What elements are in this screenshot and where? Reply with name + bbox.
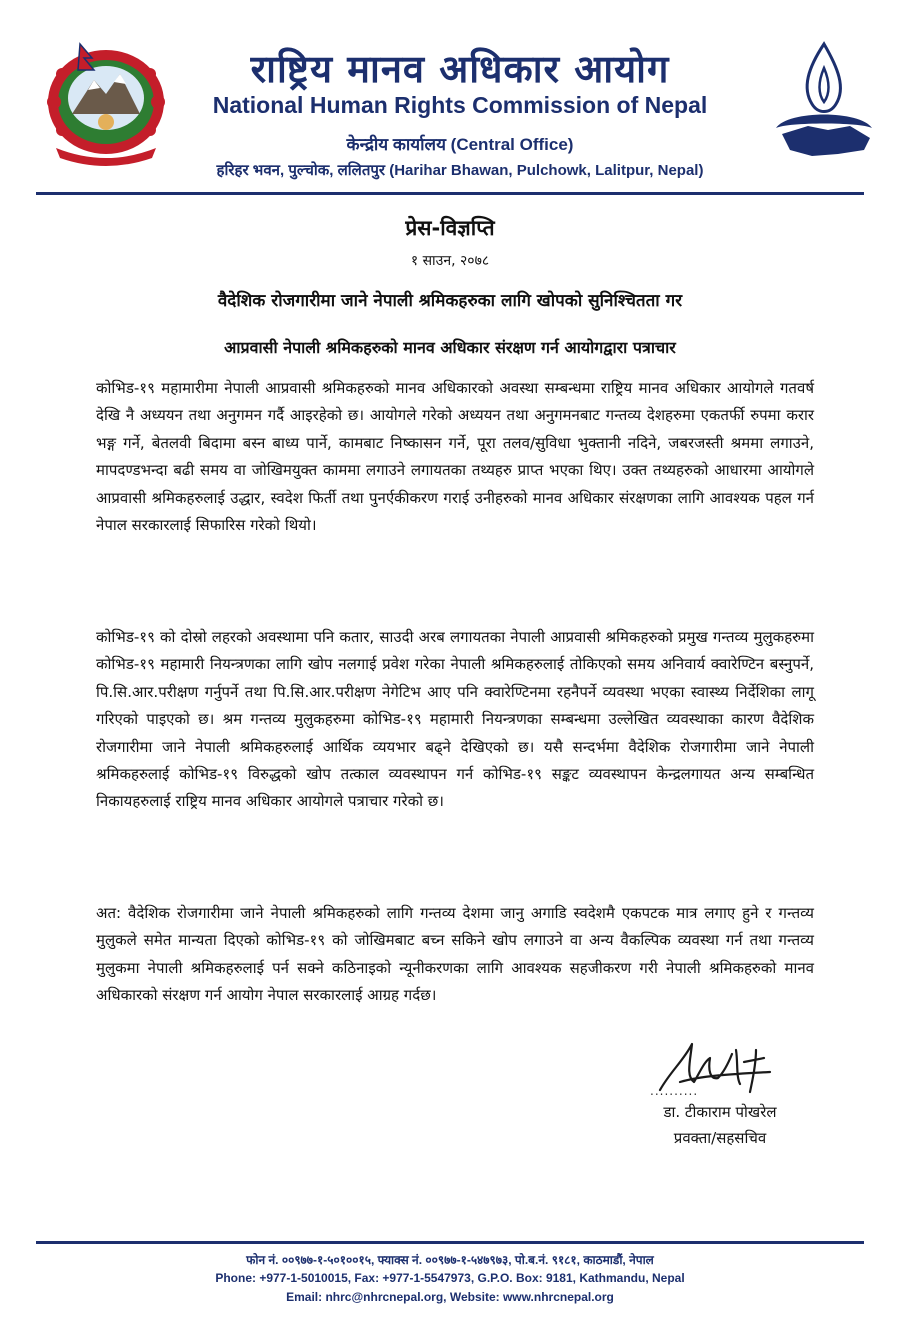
footer-email-website: Email: nhrc@nhrcnepal.org, Website: www.nhrcnepal.org bbox=[286, 1290, 614, 1304]
footer-contact-nepali: फोन नं. ००९७७-१-५०१००१५, फ्याक्स नं. ००९७७-१-५४७९७३, पो.ब.नं. ९१८१, काठमाडौं, नेपाल bbox=[246, 1253, 654, 1267]
document-subheading: आप्रवासी नेपाली श्रमिकहरुको मानव अधिकार संरक्षण गर्न आयोगद्वारा पत्राचार bbox=[224, 338, 676, 357]
nepal-coat-of-arms-icon bbox=[36, 40, 176, 170]
org-name-english: National Human Rights Commission of Nepal bbox=[212, 92, 708, 118]
document-heading: वैदेशिक रोजगारीमा जाने नेपाली श्रमिकहरुका लागि खोपको सुनिश्चितता गर bbox=[217, 291, 683, 311]
footer-divider bbox=[36, 1241, 864, 1244]
paragraph-3: अत: वैदेशिक रोजगारीमा जाने नेपाली श्रमिकहरुको लागि गन्तव्य देशमा जानु अगाडि स्वदेशमै एकपटक मात्र लगाए हुने र गन्तव्य मुलुकले समेत मान्यता दिएको कोभिड-१९ को जोखिमबाट बच्न सकिने खोप लगाउने वा अन्य वैकल्पिक व्यवस्था गर्न तथा गन्तव्य मुलुकमा नेपाली श्रमिकहरुलाई पर्न सक्ने कठिनाइको न्यूनीकरणका लागि आवश्यक सहजीकरण गरी नेपाली श्रमिकहरुको मानव अधिकारको संरक्षण गर्न आयोग नेपाल सरकारलाई आग्रह गर्दछ। bbox=[96, 904, 814, 1005]
document-title: प्रेस-विज्ञप्ति bbox=[405, 216, 495, 240]
office-name: केन्द्रीय कार्यालय (Central Office) bbox=[346, 135, 574, 154]
document-date: १ साउन, २०७८ bbox=[410, 253, 490, 269]
nhrc-flame-map-icon bbox=[768, 38, 880, 172]
header-divider bbox=[36, 192, 864, 195]
paragraph-1: कोभिड-१९ महामारीमा नेपाली आप्रवासी श्रमिकहरुको मानव अधिकारको अवस्था सम्बन्धमा राष्ट्रिय मानव अधिकार आयोगले गतवर्ष देखि नै अध्ययन तथा अनुगमन गर्दै आइरहेको छ। आयोगले गरेको अध्ययन तथा अनुगमनबाट गन्तव्य देशहरुमा एकतर्फी रुपमा करार भङ्ग गर्ने, बेतलवी बिदामा बस्न बाध्य पार्ने, कामबाट निष्कासन गर्ने, पूरा तलव/सुविधा भुक्तानी नदिने, जबरजस्ती श्रममा लगाउने, मापदण्डभन्दा बढी समय वा जोखिमयुक्त काममा लगाउने लगायतका तथ्यहरु प्राप्त भएका थिए। उक्त तथ्यहरुको आधारमा आयोगले आप्रवासी श्रमिकहरुलाई उद्धार, स्वदेश फिर्ती तथा पुनर्एकीकरण गराई उनीहरुको मानव अधिकार संरक्षणका लागि आवश्यक पहल गर्न नेपाल सरकारलाई सिफारिस गरेको थियो। bbox=[96, 379, 814, 535]
footer-contact-english: Phone: +977-1-5010015, Fax: +977-1-5547973, G.P.O. Box: 9181, Kathmandu, Nepal bbox=[215, 1271, 685, 1285]
signatory-name: डा. टीकाराम पोखरेल bbox=[663, 1103, 777, 1121]
signatory-designation: प्रवक्ता/सहसचिव bbox=[673, 1129, 767, 1147]
org-name-nepali: राष्ट्रिय मानव अधिकार आयोग bbox=[250, 47, 670, 91]
paragraph-2: कोभिड-१९ को दोस्रो लहरको अवस्थामा पनि कतार, साउदी अरब लगायतका नेपाली आप्रवासी श्रमिकहरुको प्रमुख गन्तव्य मुलुकहरुमा कोभिड-१९ महामारी नियन्त्रणका लागि खोप नलगाई प्रवेश गरेका नेपाली श्रमिकहरुलाई तोकिएको समय अनिवार्य क्वारेण्टिन बस्नुपर्ने, पि.सि.आर.परीक्षण गर्नुपर्ने तथा पि.सि.आर.परीक्षण नेगेटिभ आए पनि क्वारेण्टिनमा रहनैपर्ने व्यवस्था भएका स्वास्थ्य निर्देशिका लागू गरिएको पाइएको छ। श्रम गन्तव्य मुलुकहरुमा कोभिड-१९ महामारी नियन्त्रणका सम्बन्धमा उल्लेखित व्यवस्थाका कारण वैदेशिक रोजगारीमा जाने नेपाली श्रमिकहरुलाई आर्थिक व्ययभार बढ्ने देखिएको छ। यसै सन्दर्भमा वैदेशिक रोजगारीमा जाने नेपाली श्रमिकहरुलाई कोभिड-१९ विरुद्धको खोप तत्काल व्यवस्थापन गर्न कोभिड-१९ सङ्कट व्यवस्थापन केन्द्रलगायत अन्य सम्बन्धित निकायहरुलाई राष्ट्रिय मानव अधिकार आयोगले पत्राचार गरेको छ। bbox=[96, 628, 814, 811]
office-address: हरिहर भवन, पुल्चोक, ललितपुर (Harihar Bhawan, Pulchowk, Lalitpur, Nepal) bbox=[216, 162, 704, 179]
signature-line: .......... bbox=[650, 1084, 699, 1098]
